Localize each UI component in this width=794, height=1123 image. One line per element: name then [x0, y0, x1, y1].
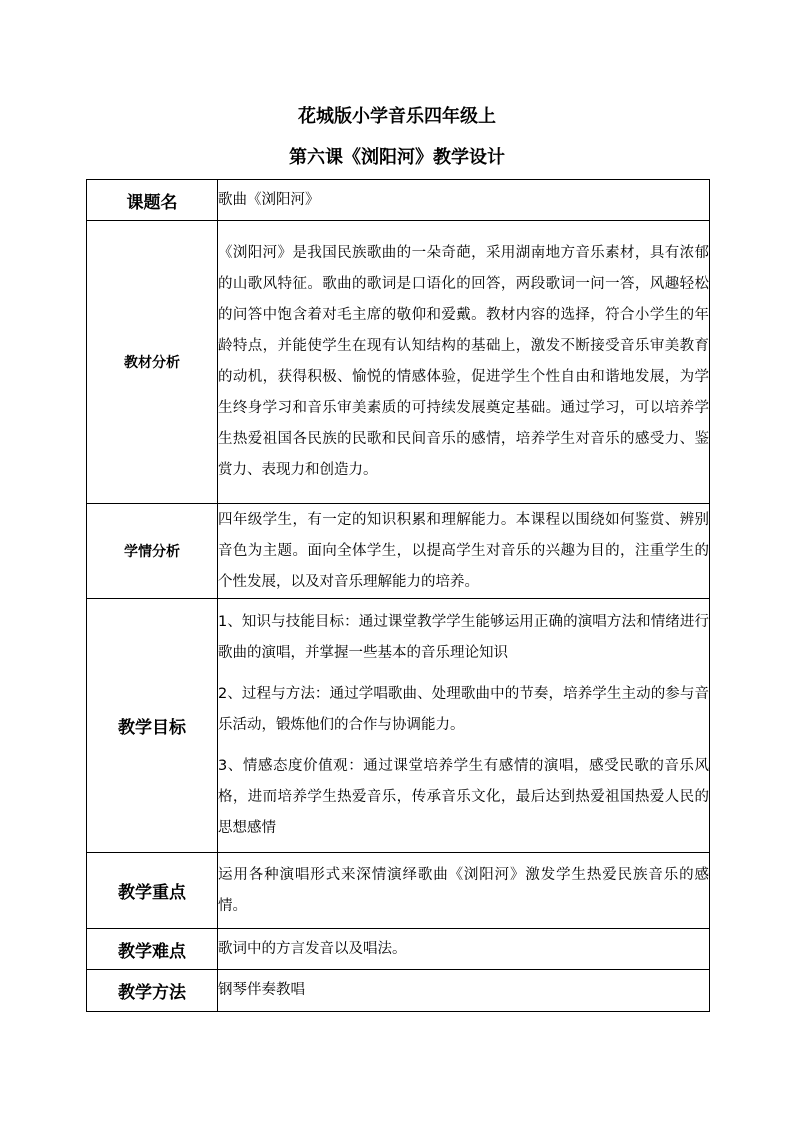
document-title: 花城版小学音乐四年级上	[298, 106, 496, 127]
label-material-analysis: 教材分析	[87, 221, 218, 504]
content-teaching-goals	[218, 599, 710, 853]
row-material-analysis	[87, 221, 710, 504]
label-topic: 课题名	[87, 180, 218, 221]
content-topic: 歌曲《浏阳河》	[218, 180, 710, 221]
goal-item-emotion: 3、情感态度价值观：通过课堂培养学生有感情的演唱，感受民歌的音乐风格，进而培养学生热爱音乐，传承音乐文化，最后达到热爱祖国热爱人民的思想感情	[218, 758, 709, 836]
content-teaching-method: 钢琴伴奏教唱	[218, 970, 710, 1012]
label-difficulties: 教学难点	[87, 929, 218, 970]
content-difficulties: 歌词中的方言发音以及唱法。	[218, 929, 710, 970]
content-material-analysis: 《浏阳河》是我国民族歌曲的一朵奇葩，采用湖南地方音乐素材，具有浓郁的山歌风特征。歌曲的歌词是口语化的回答，两段歌词一问一答，风趣轻松的问答中饱含着对毛主席的敬仰和爱戴。教材内容的选择，符合小学生的年龄特点，并能使学生在现有认知结构的基础上，激发不断接受音乐审美教育的动机，获得积极、愉悦的情感体验，促进学生个性自由和谐地发展，为学生终身学习和音乐审美素质的可持续发展奠定基础。通过学习，可以培养学生热爱祖国各民族的民歌和民间音乐的感情，培养学生对音乐的感受力、鉴赏力、表现力和创造力。	[218, 221, 710, 504]
label-teaching-method: 教学方法	[87, 970, 218, 1012]
lesson-plan-table	[86, 179, 710, 1012]
label-key-points: 教学重点	[87, 853, 218, 929]
row-key-points	[87, 853, 710, 929]
row-difficulties	[87, 929, 710, 970]
row-teaching-goals	[87, 599, 710, 853]
content-key-points: 运用各种演唱形式来深情演绎歌曲《浏阳河》激发学生热爱民族音乐的感情。	[218, 853, 710, 929]
row-topic	[87, 180, 710, 221]
row-student-analysis	[87, 504, 710, 599]
label-student-analysis: 学情分析	[87, 504, 218, 599]
goal-item-knowledge: 1、知识与技能目标：通过课堂教学学生能够运用正确的演唱方法和情绪进行歌曲的演唱，并掌握一些基本的音乐理论知识	[218, 614, 709, 661]
goal-item-process: 2、过程与方法：通过学唱歌曲、处理歌曲中的节奏，培养学生主动的参与音乐活动，锻炼他们的合作与协调能力。	[218, 686, 709, 733]
row-teaching-method	[87, 970, 710, 1012]
content-student-analysis: 四年级学生，有一定的知识积累和理解能力。本课程以围绕如何鉴赏、辨别音色为主题。面向全体学生，以提高学生对音乐的兴趣为目的，注重学生的个性发展，以及对音乐理解能力的培养。	[218, 504, 710, 599]
document-subtitle: 第六课《浏阳河》教学设计	[289, 147, 505, 168]
label-teaching-goals: 教学目标	[87, 599, 218, 853]
